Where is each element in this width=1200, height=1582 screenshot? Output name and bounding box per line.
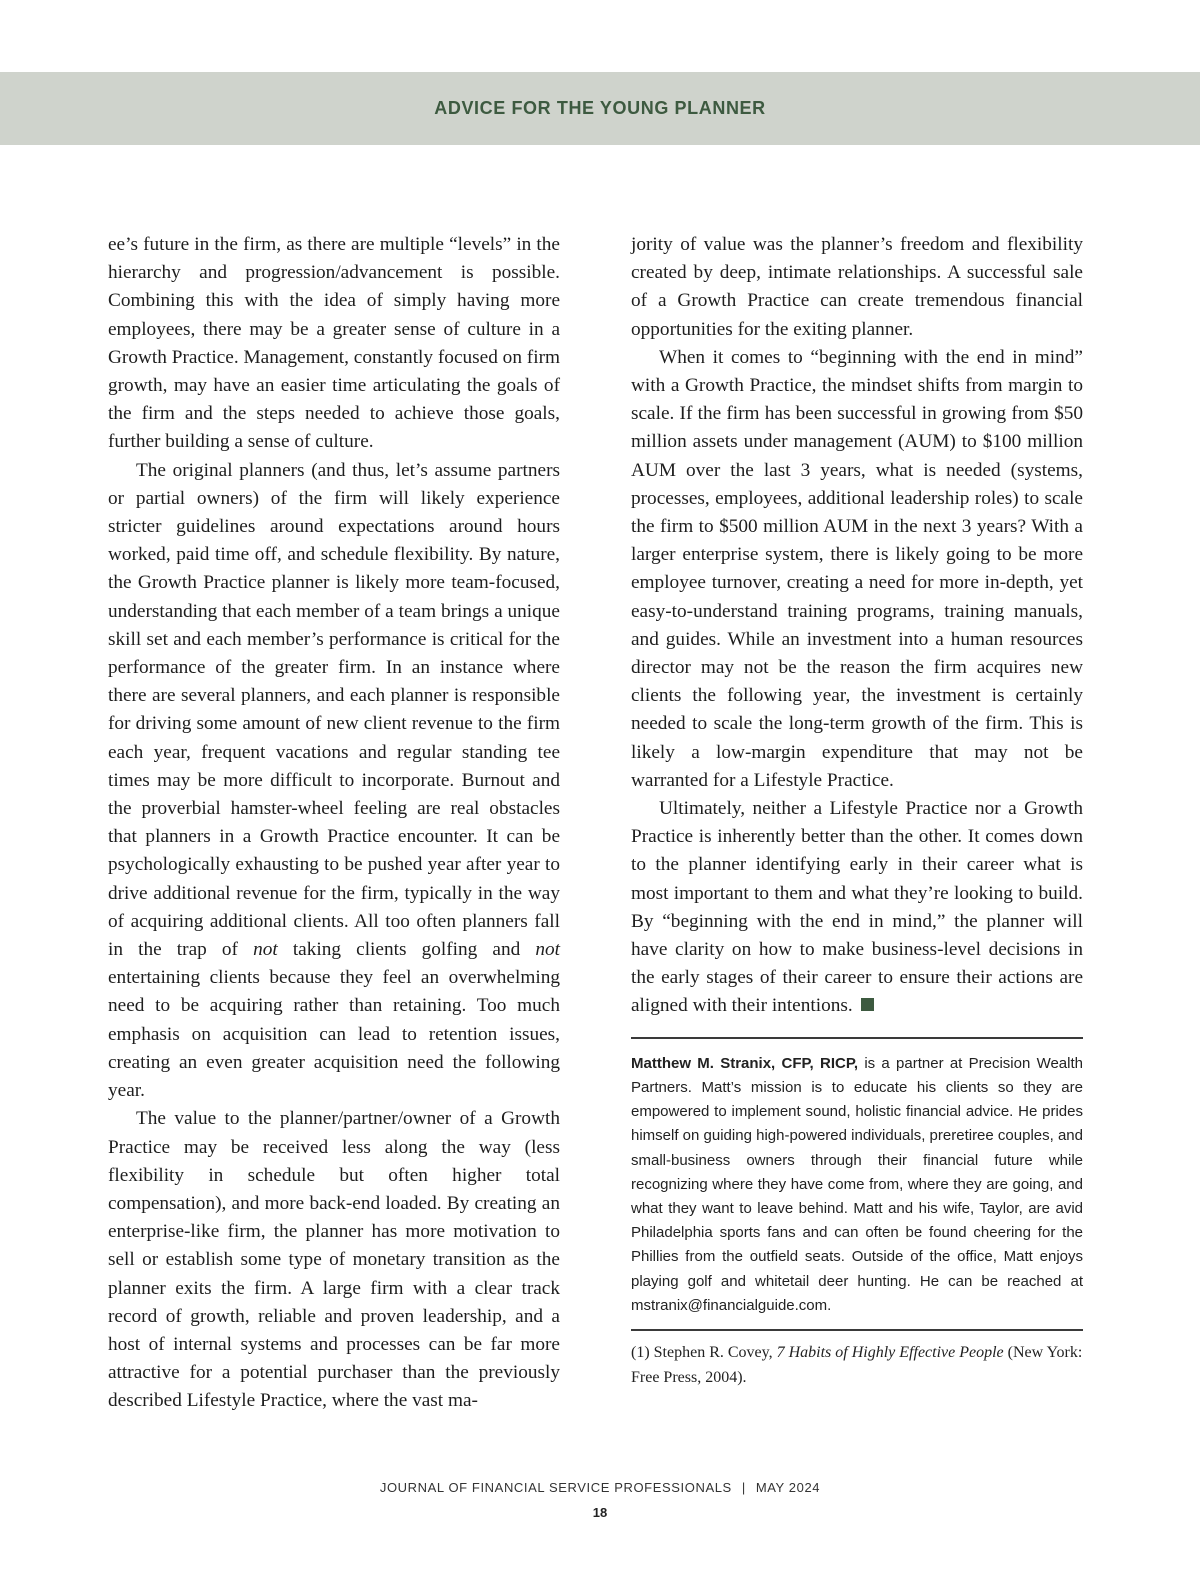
author-bio [631,1052,1083,1318]
end-of-article-square-icon [861,998,874,1011]
emphasis-not-1: not [253,939,278,961]
right-paragraph-1: jority of value was the planner’s freedom and flexibility created by deep, intimate relationships. A successful sale of a Growth Practice can create tremendous financial opportunities for the exiting planner. [631,234,1083,340]
left-paragraph-2-part-1: The original planners (and thus, let’s assume partners or partial owners) of the firm will likely experience stricter guidelines around expectations around hours worked, paid time off, and schedule flexibility. By nature, the Growth Practice planner is likely more team-focused, understanding that each member of a team brings a unique skill set and each member’s performance is critical for the performance of the greater firm. In an instance where there are several planners, and each planner is responsible for driving some amount of new client revenue to the firm each year, frequent vacations and regular standing tee times may be more difficult to incorporate. Burnout and the proverbial hamster-wheel feeling are real obstacles that planners in a Growth Practice encounter. It can be psychologically exhausting to be pushed year after year to drive additional revenue for the firm, typically in the way of acquiring additional clients. All too often planners fall in the trap of [108,459,560,961]
left-paragraph-3: The value to the planner/partner/owner of a Growth Practice may be received less along the way (less flexibility in schedule but often higher total compensation), and more back-end loaded. By creating an enterprise-like firm, the planner has more motivation to sell or establish some type of monetary transition as the planner exits the firm. A large firm with a clear track record of growth, reliable and proven leadership, and a host of internal systems and processes can be far more attractive for a potential purchaser than the previously described Lifestyle Practice, where the vast ma- [108,1108,560,1412]
right-column [631,231,1083,1390]
journal-name: JOURNAL OF FINANCIAL SERVICE PROFESSIONALS [379,1480,732,1495]
bio-top-divider [631,1037,1083,1039]
bio-bottom-divider [631,1329,1083,1331]
left-paragraph-2-part-3: entertaining clients because they feel an overwhelming need to be acquiring rather than retaining. Too much emphasis on acquisition can lead to retention issues, creating an even greater acquisition need the following year. [108,967,560,1102]
footnote-suffix: (New York: Free Press, 2004). [631,1343,1083,1386]
footnote [631,1340,1083,1390]
left-paragraph-2 [108,457,560,1106]
emphasis-not-2: not [535,939,560,961]
footnote-book-title: 7 Habits of Highly Effective People [776,1343,1004,1361]
left-column [108,231,560,1416]
section-title: ADVICE FOR THE YOUNG PLANNER [434,98,766,118]
right-paragraph-2: When it comes to “beginning with the end in mind” with a Growth Practice, the mindset shifts from margin to scale. If the firm has been successful in growing from $50 million assets under management (AUM) to $100 million AUM over the last 3 years, what is needed (systems, processes, employees, additional leadership roles) to scale the firm to $500 million AUM in the next 3 years? With a larger enterprise system, there is likely going to be more employee turnover, creating a need for more in-depth, yet easy-to-understand training programs, training manuals, and guides. While an investment into a human resources director may not be the reason the firm acquires new clients the following year, the investment is certainly needed to scale the long-term growth of the firm. This is likely a low-margin expenditure that may not be warranted for a Lifestyle Practice. [631,346,1083,791]
author-bio-text: is a partner at Precision Wealth Partners. Matt’s mission is to educate his clients so they are empowered to implement sound, holistic financial advice. He prides himself on guiding high-powered individuals, preretiree couples, and small-business owners through their financial future while recognizing where they have come from, where they are going, and what they want to leave behind. Matt and his wife, Taylor, are avid Philadelphia sports fans and can often be found cheering for the Phillies from the outfield seats. Outside of the office, Matt enjoys playing golf and whitetail deer hunting. He can be reached at mstranix@financialguide.com. [631,1054,1083,1314]
left-paragraph-2-part-2: taking clients golfing and [277,939,536,961]
right-paragraph-3 [631,795,1083,1021]
footer-journal-line [0,1480,1200,1495]
footnote-prefix: (1) Stephen R. Covey, [631,1343,777,1361]
issue-date: MAY 2024 [755,1480,821,1495]
footer-separator: | [741,1480,746,1495]
right-paragraph-3-text: Ultimately, neither a Lifestyle Practice nor a Growth Practice is inherently better than the other. It comes down to the planner identifying early in their career what is most important to them and what they’re looking to build. By “beginning with the end in mind,” the planner will have clarity on how to make business-level decisions in the early stages of their career to ensure their actions are aligned with their intentions. [631,798,1083,1017]
page-number: 18 [592,1505,608,1520]
author-name: Matthew M. Stranix, CFP, RICP, [631,1054,859,1072]
left-paragraph-1: ee’s future in the firm, as there are multiple “levels” in the hierarchy and progression/advancement is possible. Combining this with the idea of simply having more employees, there may be a greater sense of culture in a Growth Practice. Management, constantly focused on firm growth, may have an easier time articulating the goals of the firm and the steps needed to achieve those goals, further building a sense of culture. [108,234,560,453]
